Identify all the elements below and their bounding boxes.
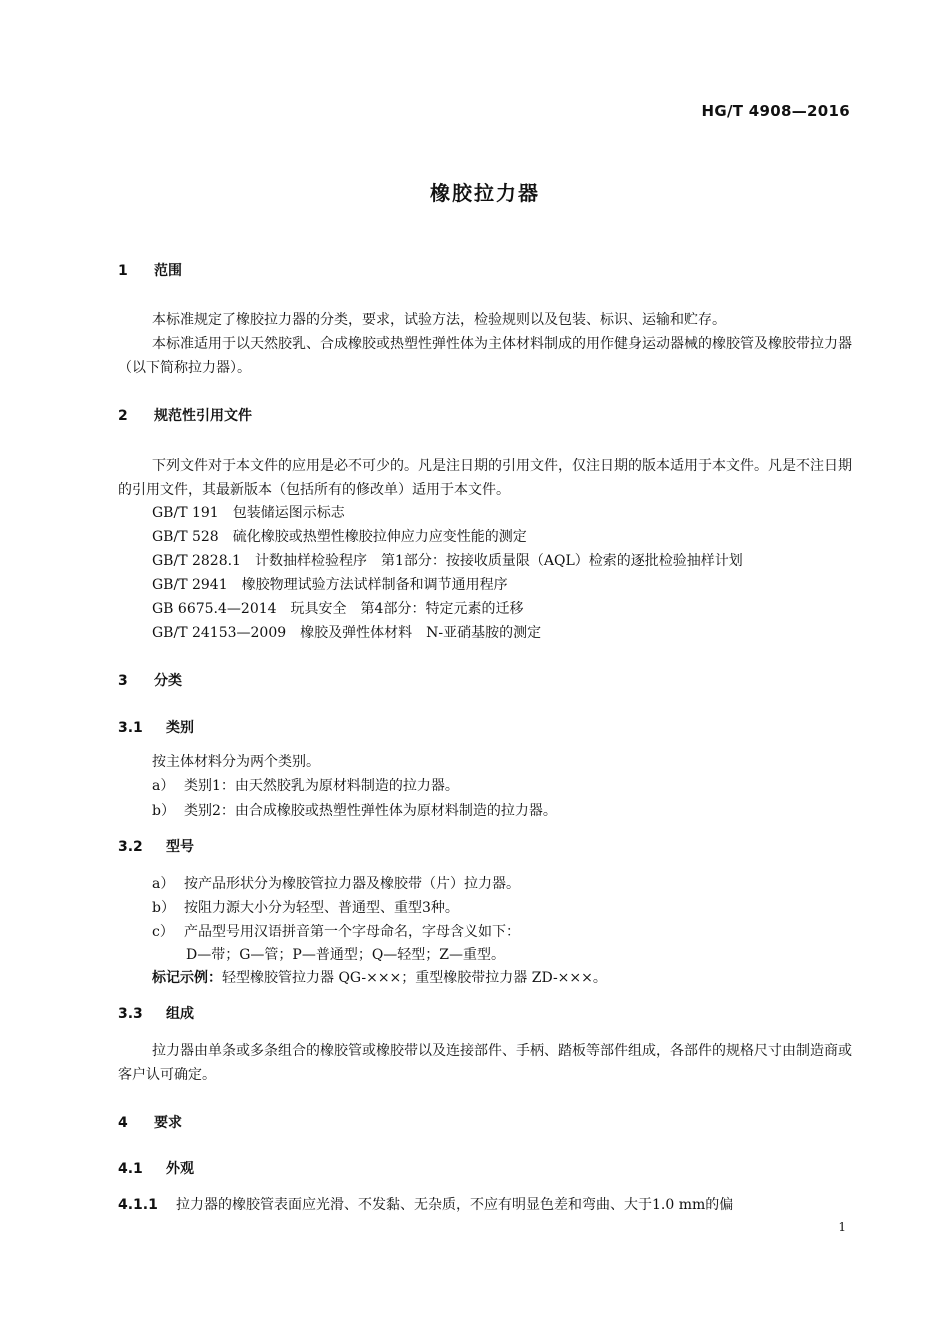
list-item-label: a） [152, 778, 175, 794]
reference-title: 橡胶及弹性体材料 N-亚硝基胺的测定 [300, 625, 542, 641]
section-title: 分类 [154, 673, 182, 689]
section-1-heading [118, 260, 182, 280]
document-code: HG/T 4908—2016 [701, 102, 850, 120]
section-title: 外观 [166, 1161, 194, 1177]
subsection-3-3-heading [118, 1003, 194, 1023]
section-number: 2 [118, 408, 128, 424]
section-3-heading [118, 670, 182, 690]
section-number: 4.1 [118, 1161, 143, 1177]
list-item-text: 按产品形状分为橡胶管拉力器及橡胶带（片）拉力器。 [184, 876, 520, 892]
reference-code: GB/T 191 [152, 505, 219, 521]
reference-code: GB 6675.4—2014 [152, 601, 277, 617]
list-item-text: 类别1：由天然胶乳为原材料制造的拉力器。 [184, 778, 459, 794]
section-title: 要求 [154, 1115, 182, 1131]
list-item [152, 800, 557, 820]
reference-item [152, 598, 523, 618]
subsection-3-2-heading [118, 836, 194, 856]
reference-code: GB/T 24153—2009 [152, 625, 287, 641]
section-2-paragraph: 下列文件对于本文件的应用是必不可少的。凡是注日期的引用文件，仅注日期的版本适用于本文件。凡是不注日期的引用文件，其最新版本（包括所有的修改单）适用于本文件。 [118, 458, 852, 498]
reference-item [152, 550, 743, 570]
section-2-heading [118, 405, 252, 425]
list-item-label: c） [152, 924, 174, 940]
reference-item [152, 574, 508, 594]
section-number: 1 [118, 263, 128, 279]
page-number: 1 [838, 1220, 846, 1234]
section-1-paragraph-2: 本标准适用于以天然胶乳、合成橡胶或热塑性弹性体为主体材料制成的用作健身运动器械的橡胶管及橡胶带拉力器（以下简称拉力器）。 [118, 336, 852, 376]
list-item [152, 873, 520, 893]
list-item-label: a） [152, 876, 175, 892]
section-4-heading [118, 1112, 182, 1132]
section-number: 4 [118, 1115, 128, 1131]
section-number: 3.2 [118, 839, 143, 855]
reference-code: GB/T 2828.1 [152, 553, 241, 569]
list-item [152, 775, 459, 795]
list-item-text: 类别2：由合成橡胶或热塑性弹性体为原材料制造的拉力器。 [184, 803, 557, 819]
reference-item [152, 622, 541, 642]
clause-text: 拉力器的橡胶管表面应光滑、不发黏、无杂质，不应有明显色差和弯曲、大于1.0 mm的偏 [176, 1197, 734, 1213]
reference-code: GB/T 528 [152, 529, 219, 545]
section-title: 类别 [166, 720, 194, 736]
subsection-3-1-intro: 按主体材料分为两个类别。 [152, 754, 320, 770]
list-item-text: 产品型号用汉语拼音第一个字母命名，字母含义如下： [184, 924, 520, 940]
clause-number: 4.1.1 [118, 1197, 158, 1213]
reference-title: 包装储运图示标志 [232, 505, 345, 521]
marking-example-text: 轻型橡胶管拉力器 QG-×××；重型橡胶带拉力器 ZD-×××。 [222, 970, 607, 986]
subsection-4-1-heading [118, 1158, 194, 1178]
subsection-3-3-paragraph: 拉力器由单条或多条组合的橡胶管或橡胶带以及连接部件、手柄、踏板等部件组成，各部件的规格尺寸由制造商或客户认可确定。 [118, 1043, 852, 1083]
reference-item [152, 526, 527, 546]
reference-title: 橡胶物理试验方法试样制备和调节通用程序 [241, 577, 508, 593]
list-item-label: b） [152, 900, 175, 916]
reference-item [152, 502, 345, 522]
list-item-text: 按阻力源大小分为轻型、普通型、重型3种。 [184, 900, 459, 916]
section-1-paragraph-1: 本标准规定了橡胶拉力器的分类，要求，试验方法，检验规则以及包装、标识、运输和贮存。 [152, 312, 726, 328]
section-title: 规范性引用文件 [154, 408, 252, 424]
list-item-label: b） [152, 803, 175, 819]
section-title: 范围 [154, 263, 182, 279]
clause-4-1-1 [118, 1193, 733, 1217]
reference-title: 硫化橡胶或热塑性橡胶拉伸应力应变性能的测定 [232, 529, 527, 545]
section-number: 3.3 [118, 1006, 143, 1022]
type-code-legend: D—带；G—管；P—普通型；Q—轻型；Z—重型。 [186, 947, 506, 963]
section-number: 3.1 [118, 720, 143, 736]
reference-title: 玩具安全 第4部分：特定元素的迁移 [290, 601, 524, 617]
section-number: 3 [118, 673, 128, 689]
list-item [152, 897, 459, 917]
list-item [152, 921, 520, 941]
reference-title: 计数抽样检验程序 第1部分：按接收质量限（AQL）检索的逐批检验抽样计划 [254, 553, 743, 569]
subsection-3-1-heading [118, 717, 194, 737]
page-title: 橡胶拉力器 [430, 181, 540, 205]
section-title: 组成 [166, 1006, 194, 1022]
marking-example [152, 966, 607, 990]
section-title: 型号 [166, 839, 194, 855]
reference-code: GB/T 2941 [152, 577, 228, 593]
marking-example-label: 标记示例： [152, 970, 222, 986]
